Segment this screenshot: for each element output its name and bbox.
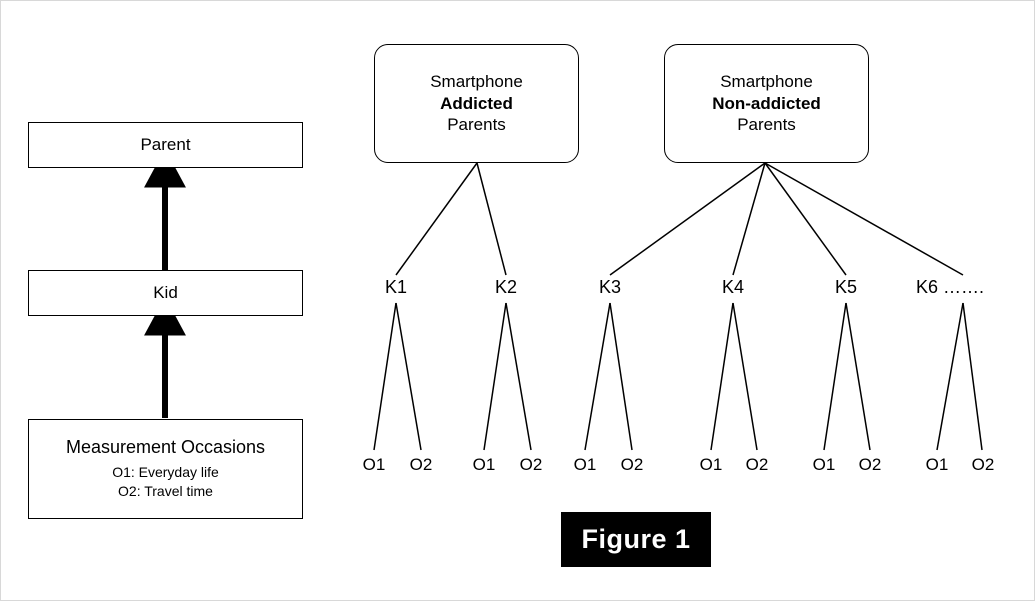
group-nonaddicted-line2: Non-addicted: [712, 93, 821, 113]
kid-label-k1: K1: [384, 277, 408, 297]
level-title-kid: Kid: [153, 282, 178, 302]
figure-caption-text: Figure 1: [581, 524, 691, 554]
level-box-parent: [28, 122, 303, 168]
kid-label-k2: K2: [494, 277, 518, 297]
occasion-label-k6-o2: O2: [971, 455, 995, 474]
occasion-label-k4-o2: O2: [745, 455, 769, 474]
group-addicted-line1: Smartphone: [430, 71, 523, 91]
edge-addicted-k1: [396, 163, 477, 275]
level-title-measurement-occasions: Measurement Occasions: [65, 437, 266, 458]
figure-caption: [561, 512, 711, 567]
kid-label-k6: K6 …….: [916, 277, 985, 297]
group-nonaddicted-line3: Parents: [737, 115, 796, 135]
level-sub-o1: O1: Everyday life: [112, 463, 219, 480]
kid-label-k3: K3: [598, 277, 622, 297]
group-nonaddicted-line1: Smartphone: [720, 71, 813, 91]
occasion-label-k1-o1: O1: [362, 455, 386, 474]
edge-k3-o2: [610, 303, 632, 450]
occasion-label-k5-o2: O2: [858, 455, 882, 474]
level-sub-o2: O2: Travel time: [118, 482, 213, 499]
group-addicted-line2: Addicted: [440, 93, 513, 113]
edge-k2-o1: [484, 303, 506, 450]
edge-k6-o1: [937, 303, 963, 450]
edge-nonaddicted-k4: [733, 163, 765, 275]
group-box-non-addicted: [664, 44, 869, 163]
edge-k3-o1: [585, 303, 610, 450]
kid-label-k4: K4: [721, 277, 745, 297]
occasion-label-k4-o1: O1: [699, 455, 723, 474]
group-addicted-line3: Parents: [447, 115, 506, 135]
group-box-addicted: [374, 44, 579, 163]
level-box-measurement-occasions: [28, 419, 303, 519]
edge-k6-o2: [963, 303, 982, 450]
level-box-kid: [28, 270, 303, 316]
edge-nonaddicted-k6: [765, 163, 963, 275]
edge-k2-o2: [506, 303, 531, 450]
edge-k5-o1: [824, 303, 846, 450]
level-title-parent: Parent: [140, 134, 191, 154]
occasion-label-k3-o2: O2: [620, 455, 644, 474]
occasion-label-k2-o1: O1: [472, 455, 496, 474]
edge-k4-o2: [733, 303, 757, 450]
edge-k5-o2: [846, 303, 870, 450]
kid-label-k5: K5: [834, 277, 858, 297]
occasion-label-k6-o1: O1: [925, 455, 949, 474]
occasion-label-k1-o2: O2: [409, 455, 433, 474]
edge-k4-o1: [711, 303, 733, 450]
edge-addicted-k2: [477, 163, 506, 275]
edge-k1-o2: [396, 303, 421, 450]
occasion-label-k2-o2: O2: [519, 455, 543, 474]
edge-nonaddicted-k5: [765, 163, 846, 275]
occasion-label-k3-o1: O1: [573, 455, 597, 474]
occasion-label-k5-o1: O1: [812, 455, 836, 474]
edge-nonaddicted-k3: [610, 163, 765, 275]
edge-k1-o1: [374, 303, 396, 450]
